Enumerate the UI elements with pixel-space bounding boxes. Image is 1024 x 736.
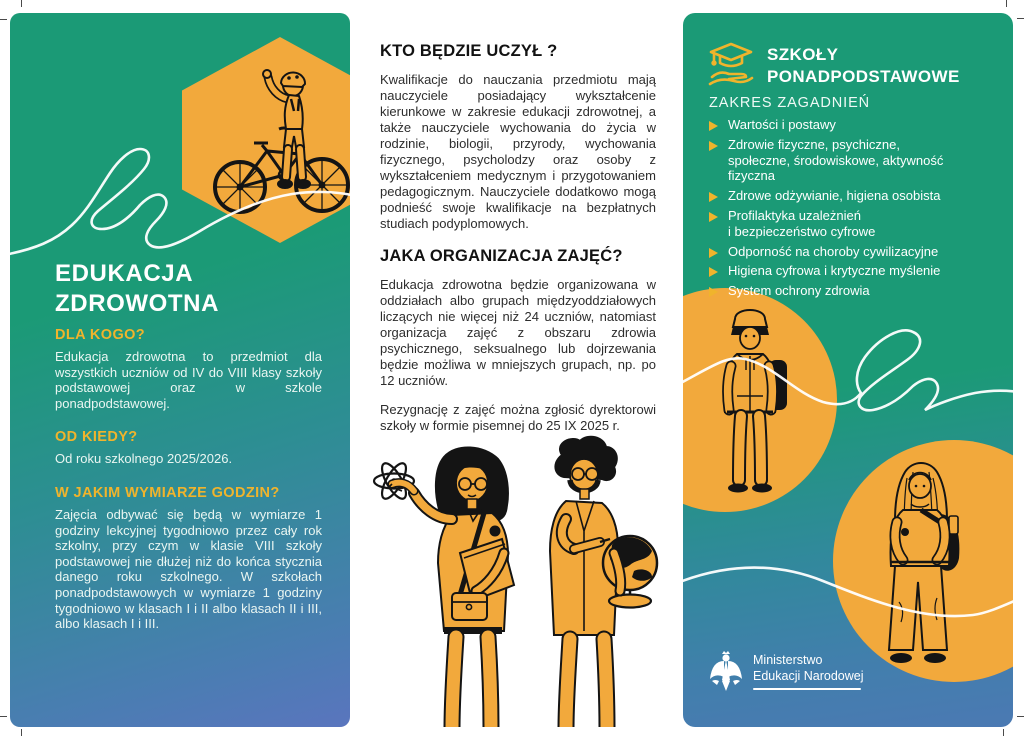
topic-text: Wartości i postawy	[728, 117, 836, 132]
ministry-logo	[708, 650, 863, 692]
paragraph: Edukacja zdrowotna będzie organizowana w oddziałach albo grupach międzyoddziałowych liczących nie więcej niż 24 uczniów, natomiast organizacja zajęć z obszaru zdrowia psychicznego, seksualnego lub dojrzewania będzie możliwa w mniejszych grupach, np. po 12 uczniów.	[380, 277, 656, 388]
heading-organizacja-zajec: JAKA ORGANIZACJA ZAJĘĆ?	[380, 247, 623, 265]
bullet-triangle-icon	[709, 248, 718, 258]
section-body: Zajęcia odbywać się będą w wymiarze 1 godziny lekcyjnej tygodniowo przez cały rok szkolny, przy czym w klasie VIII szkoły podstawowej nie dłużej niż do końca stycznia danego roku szkolnego. W szkołach ponadpodstawowych w wymiarze 1 godziny tygodniowo w klasach I i II albo klasach II i III, albo klasach I i III.	[55, 506, 322, 632]
section-heading: OD KIEDY?	[55, 429, 138, 446]
logo-divider	[753, 688, 861, 690]
list-item	[709, 263, 952, 279]
topic-text: Zdrowe odżywianie, higiena osobista	[728, 188, 941, 204]
section-wymiar-godzin	[55, 485, 322, 632]
list-item	[709, 283, 952, 299]
topic-text: Odporność na choroby cywilizacyjne	[728, 243, 939, 259]
eagle-emblem	[708, 650, 744, 692]
right-panel-title: SZKOŁY PONADPODSTAWOWE	[767, 45, 960, 87]
teachers-illustration	[364, 433, 669, 727]
hexagon-shape	[182, 37, 350, 243]
crop-mark	[0, 19, 7, 20]
graduation-cap-hand-icon	[707, 41, 755, 87]
section-dla-kogo	[55, 327, 322, 411]
bullet-triangle-icon	[709, 212, 718, 222]
topics-list	[709, 117, 952, 303]
topic-text: Profilaktyka uzależnień i bezpieczeństwo cyfrowe	[728, 207, 876, 239]
bullet-triangle-icon	[709, 141, 718, 151]
crop-mark	[0, 716, 7, 717]
ministry-name	[753, 652, 863, 690]
crop-mark	[1017, 716, 1024, 717]
list-item	[709, 208, 952, 240]
girl-circle	[833, 440, 1013, 682]
ministry-line1: Ministerstwo	[753, 653, 823, 667]
ministry-line2: Edukacji Narodowej	[753, 669, 864, 683]
bullet-triangle-icon	[709, 267, 718, 277]
section-body: Edukacja zdrowotna to przedmiot dla wszystkich uczniów od IV do VIII klasy szkoły podstawowej oraz w szkole ponadpodstawowej.	[55, 349, 322, 411]
panel-right	[683, 13, 1013, 727]
crop-mark	[1017, 18, 1024, 19]
topic-text: System ochrony zdrowia	[728, 283, 870, 299]
list-item	[709, 117, 952, 133]
crop-mark	[21, 729, 22, 736]
list-item	[709, 137, 952, 184]
crop-mark	[1006, 0, 1007, 7]
topic-text: Higiena cyfrowa i krytyczne myślenie	[728, 263, 941, 279]
crop-mark	[21, 0, 22, 7]
topic-text: Zdrowie fizyczne, psychiczne, społeczne, środowiskowe, aktywność fizyczna	[728, 136, 944, 184]
paragraph: Kwalifikacje do nauczania przedmiotu mają nauczyciele posiadający wykształcenie kierunkowe w zakresie edukacji zdrowotnej, a także nauczyciele wychowania do życia w rodzinie, biologii, przyrody, wychowania fizycznego, psycholodzy oraz osoby z wykształceniem medycznym i przygotowaniem pedagogicznym. Nauczyciele dodatkowo mogą podnieść swoje kwalifikacje na bezpłatnych studiach podyplomowych.	[380, 72, 656, 231]
heading-kto-bedzie-uczyl: KTO BĘDZIE UCZYŁ ?	[380, 42, 558, 60]
panel-middle	[350, 13, 683, 727]
student-girl-illustration	[863, 452, 978, 670]
cyclist-kid-illustration	[204, 55, 350, 227]
panel-left	[10, 13, 350, 727]
section-od-kiedy	[55, 429, 322, 467]
bullet-triangle-icon	[709, 287, 718, 297]
brochure-title: EDUKACJA ZDROWOTNA	[55, 260, 220, 318]
zakres-zagadnien-label: ZAKRES ZAGADNIEŃ	[709, 95, 871, 111]
list-item	[709, 188, 952, 204]
bullet-triangle-icon	[709, 121, 718, 131]
section-body: Od roku szkolnego 2025/2026.	[55, 451, 233, 467]
boy-circle	[683, 288, 837, 512]
section-heading: DLA KOGO?	[55, 327, 146, 343]
list-item	[709, 244, 952, 260]
bullet-triangle-icon	[709, 192, 718, 202]
right-header	[707, 41, 960, 89]
paragraph: Rezygnację z zajęć można zgłosić dyrektorowi szkoły w formie pisemnej do 25 IX 2025 r.	[380, 402, 656, 433]
section-heading: W JAKIM WYMIARZE GODZIN?	[55, 484, 280, 501]
left-sections	[55, 327, 322, 650]
student-boy-illustration	[701, 302, 801, 502]
crop-mark	[1003, 729, 1004, 736]
